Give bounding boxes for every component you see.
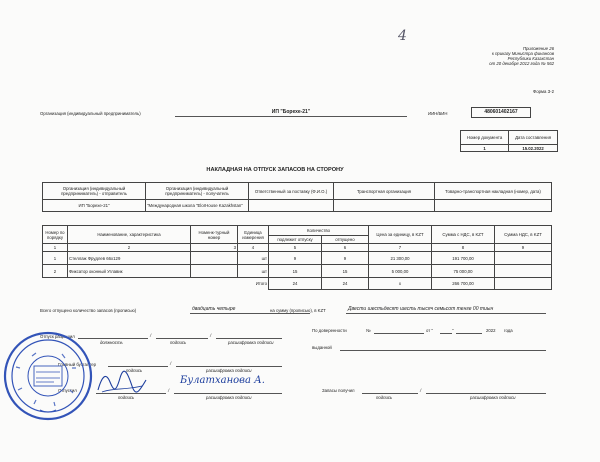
qty-words-value: двадцать четыре [192,306,236,312]
poa-month-line [456,333,482,334]
poa-from: от " [426,328,433,333]
caption-decoding: расшифровка подписи [228,340,274,345]
col-index: 3 [191,244,238,252]
table-row [43,265,552,278]
item-vat [495,252,552,265]
receiver-header: Организация (индивидуальный предприниматель) - получатель [146,183,249,200]
caption-signature: подпись [126,368,143,373]
inn-value: 480601402167 [471,107,531,118]
released-by-label: Отпустил [58,388,77,393]
item-price: 5 000,00 [369,265,432,278]
appendix-line: Республики Казахстан [507,56,554,61]
item-qty-rel: 15 [322,265,369,278]
col-index: 5 [269,244,322,252]
caption-signature: подпись [118,395,135,400]
item-qty-due: 9 [269,252,322,265]
appendix-block [450,46,554,66]
receiver-value: "Международная школа "ElorHouse Kazakhstan" [146,200,249,212]
form-label: Форма З-2 [533,89,554,94]
caption-position: должность [100,340,123,345]
doc-box [460,130,558,152]
poa-year-suffix: года [504,328,513,333]
col-nomen-header: Номенк-турный номер [191,226,238,244]
qty-words-underline [190,313,310,314]
received-label: Запасы получил [322,388,355,393]
qty-words-label: Всего отпущено количество запасов (прописью) [40,308,137,313]
signature-scribble [92,368,152,396]
caption-decoding: расшифровка подписи [206,395,252,400]
transport-value [334,200,435,212]
table-row [43,252,552,265]
doc-date-value: 15.02.2022 [509,145,558,152]
quote-mark: " [452,328,454,333]
caption-decoding: расшифровка подписи [206,368,252,373]
totals-label: Итого [238,278,269,290]
org-underline [175,116,407,117]
totals-vat [495,278,552,290]
amount-words-value: Двести шестьдесят шесть тысяч семьсот тенге 00 тиын [348,306,494,312]
responsible-value [249,200,334,212]
ttn-header: Товарно-транспортная накладная (номер, дата) [435,183,552,200]
handwritten-mark: 4 [398,28,407,44]
item-nomen [191,265,238,278]
col-price-header: Цена за единицу, в KZT [369,226,432,244]
transport-header: Транспортная организация [334,183,435,200]
item-unit: шт [238,252,269,265]
totals-qty-due: 24 [269,278,322,290]
col-unit-header: Единица измерения [238,226,269,244]
poa-number-sign: № [366,328,371,333]
appendix-line: к приказу Министра финансов [491,51,554,56]
slash: / [170,361,172,366]
item-price: 21 300,00 [369,252,432,265]
col-index: 4 [238,244,269,252]
item-vat [495,265,552,278]
accountant-decoding-line [176,366,282,367]
poa-label: По доверенности [312,328,347,333]
caption-signature: подпись [376,395,393,400]
doc-num-header: Номер документа [461,131,509,145]
appendix-line: от 20 декабря 2012 года № 562 [489,61,554,66]
totals-row [43,278,552,290]
slash: / [150,333,152,338]
col-vat-header: Сумма НДС, в KZT [495,226,552,244]
responsible-header: Ответственный за поставку (Ф.И.О.) [249,183,334,200]
col-index: 1 [43,244,68,252]
inn-label: ИИН/БИН [428,111,448,116]
item-num: 2 [43,265,68,278]
poa-number-line [374,333,424,334]
released-label: Отпуск разрешил [40,334,75,339]
received-decoding-line [426,393,546,394]
totals-price: x [369,278,432,290]
totals-qty-rel: 24 [322,278,369,290]
accountant-label: Главный бухгалтер [58,362,97,367]
amount-words-label: на сумму (прописью), в KZT [270,308,326,313]
col-index: 9 [495,244,552,252]
col-name-header: Наименование, характеристика [68,226,191,244]
issued-line [340,350,546,351]
received-signature-line [362,393,418,394]
item-nomen [191,252,238,265]
item-name: Фиксатор оконный Углавик [68,265,191,278]
item-qty-rel: 9 [322,252,369,265]
doc-date-header: Дата составления [509,131,558,145]
col-qty-rel-header: отпущено [322,236,369,244]
org-value: ИП "Борехе-21" [271,109,311,115]
col-qty-header: Количество [269,226,369,236]
released-signature-line [156,338,208,339]
released-decoding-line [216,338,282,339]
doc-num-value: 1 [461,145,509,152]
totals-sum: 266 700,00 [432,278,495,290]
company-stamp [2,330,97,422]
poa-year: 2022 [486,328,496,333]
amount-words-underline [346,313,546,314]
item-num: 1 [43,252,68,265]
slash: / [210,333,212,338]
sender-value: ИП "Борехе-21" [43,200,146,212]
col-index: 7 [369,244,432,252]
col-qty-due-header: подлежит отпуску [269,236,322,244]
released-by-decoding-line [174,393,282,394]
issued-label: выданной [312,345,332,350]
col-sum-header: Сумма с НДС, в KZT [432,226,495,244]
handwritten-name: Булатханова А. [180,375,265,386]
item-qty-due: 15 [269,265,322,278]
accountant-signature-line [108,366,168,367]
col-index: 8 [432,244,495,252]
col-index: 2 [68,244,191,252]
item-sum: 75 000,00 [432,265,495,278]
item-unit: шт [238,265,269,278]
col-num-header: Номер по порядку [43,226,68,244]
page-title: НАКЛАДНАЯ НА ОТПУСК ЗАПАСОВ НА СТОРОНУ [206,167,344,173]
item-sum: 191 700,00 [432,252,495,265]
sender-header: Организация (индивидуальный предприниматель) - отправитель [43,183,146,200]
col-index: 6 [322,244,369,252]
slash: / [168,388,170,393]
org-label: Организация (индивидуальный предприниматель) [40,111,141,116]
slash: / [420,388,422,393]
items-table [42,225,552,290]
caption-decoding: расшифровка подписи [470,395,516,400]
caption-signature: подпись [170,340,187,345]
appendix-line: Приложение 26 [522,46,554,51]
parties-table [42,182,552,212]
ttn-value [435,200,552,212]
poa-day-line [440,333,452,334]
item-name: Стеллаж Фрудлев 66х129 [68,252,191,265]
